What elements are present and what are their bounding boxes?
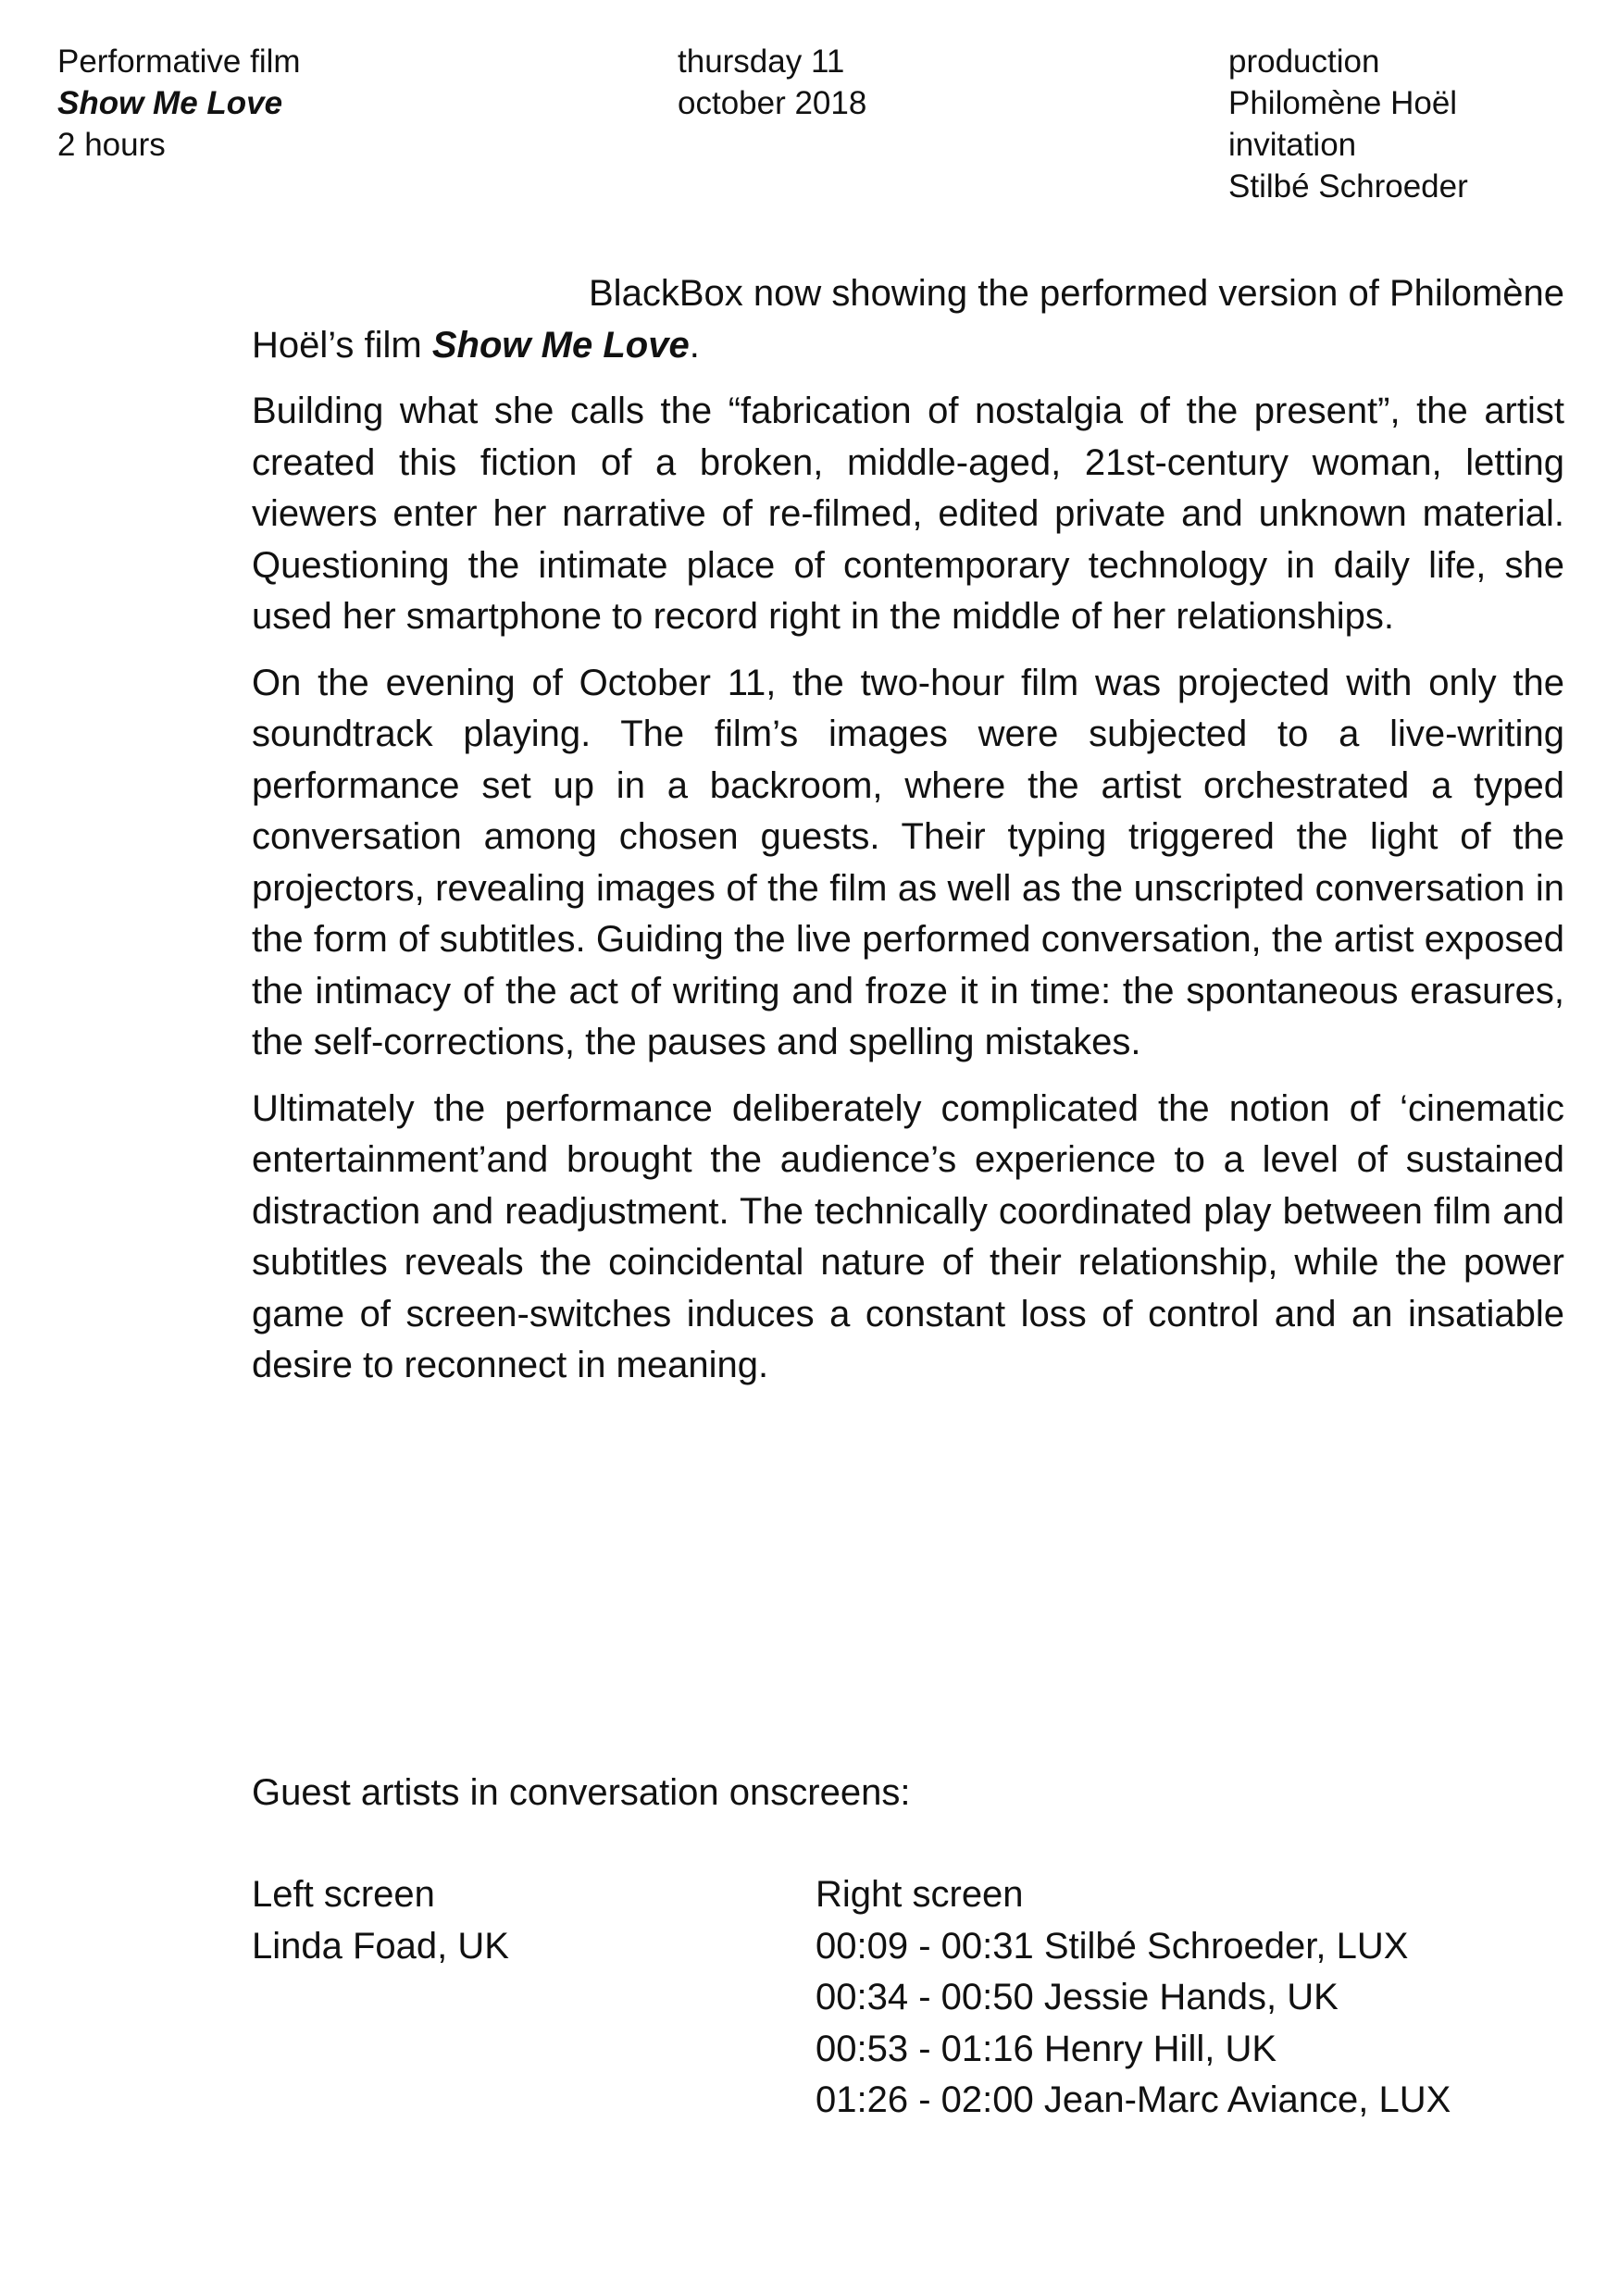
header-date: [678, 41, 866, 124]
production-label: production: [1228, 43, 1380, 80]
invitation-label: invitation: [1228, 127, 1357, 163]
paragraph-4: Ultimately the performance deliberately complicated the notion of ‘cinematic entertainment’and brought the audience’s experience to a level of sustained distraction and readjustment. The technically coordinated play between film and subtitles reveals the coincidental nature of their relationship, while the power game of screen-switches induces a constant loss of control and an insatiable desire to reconnect in meaning.: [252, 1087, 1564, 1385]
paragraph-2: Building what she calls the “fabrication of nostalgia of the present”, the artist created this fiction of a broken, middle-aged, 21st-century woman, letting viewers enter her narrative of re-filmed, edited private and unknown material. Questioning the intimate place of contemporary technology in daily life, she used her smartphone to record right in the middle of her relationships.: [252, 391, 1564, 637]
right-screen-entry: 00:09 - 00:31 Stilbé Schroeder, LUX: [816, 1925, 1409, 1967]
right-screen-entry: 00:34 - 00:50 Jessie Hands, UK: [816, 1977, 1339, 2017]
event-month-year: october 2018: [678, 85, 867, 121]
intro-paragraph: [252, 268, 1564, 371]
left-screen-column: [252, 1869, 509, 1972]
header-credits: [1228, 41, 1468, 207]
right-screen-entry: 01:26 - 02:00 Jean-Marc Aviance, LUX: [816, 2079, 1451, 2120]
left-screen-entry: Linda Foad, UK: [252, 1925, 509, 1967]
intro-end: .: [689, 324, 700, 366]
paragraph-3: On the evening of October 11, the two-hour film was projected with only the soundtrack playing. The film’s images were subjected to a live-writing performance set up in a backroom, where the artist orchestrated a typed conversation among chosen guests. Their typing triggered the light of the projectors, revealing images of the film as well as the unscripted conversation in the form of subtitles. Guiding the live performed conversation, the artist exposed the intimacy of the act of writing and froze it in time: the spontaneous erasures, the self-corrections, the pauses and spelling mistakes.: [252, 662, 1564, 1062]
header-film-info: [57, 41, 301, 166]
guest-artists-section: [252, 1768, 1564, 2120]
right-screen-entry: 00:53 - 01:16 Henry Hill, UK: [816, 2028, 1277, 2069]
film-type: Performative film: [57, 43, 301, 80]
left-screen-label: Left screen: [252, 1874, 435, 1915]
event-day: thursday 11: [678, 43, 845, 80]
guests-heading: Guest artists in conversation onscreens:: [252, 1772, 911, 1813]
right-screen-label: Right screen: [816, 1874, 1024, 1915]
intro-text: BlackBox now showing the performed version of Philomène Hoël’s film: [252, 273, 1564, 366]
invitation-name: Stilbé Schroeder: [1228, 168, 1468, 205]
intro-film-title: Show Me Love: [431, 324, 690, 366]
film-duration: 2 hours: [57, 127, 166, 163]
body-text: [252, 268, 1564, 1407]
film-title: Show Me Love: [57, 85, 283, 121]
production-name: Philomène Hoël: [1228, 85, 1458, 121]
right-screen-column: [816, 1869, 1451, 2127]
